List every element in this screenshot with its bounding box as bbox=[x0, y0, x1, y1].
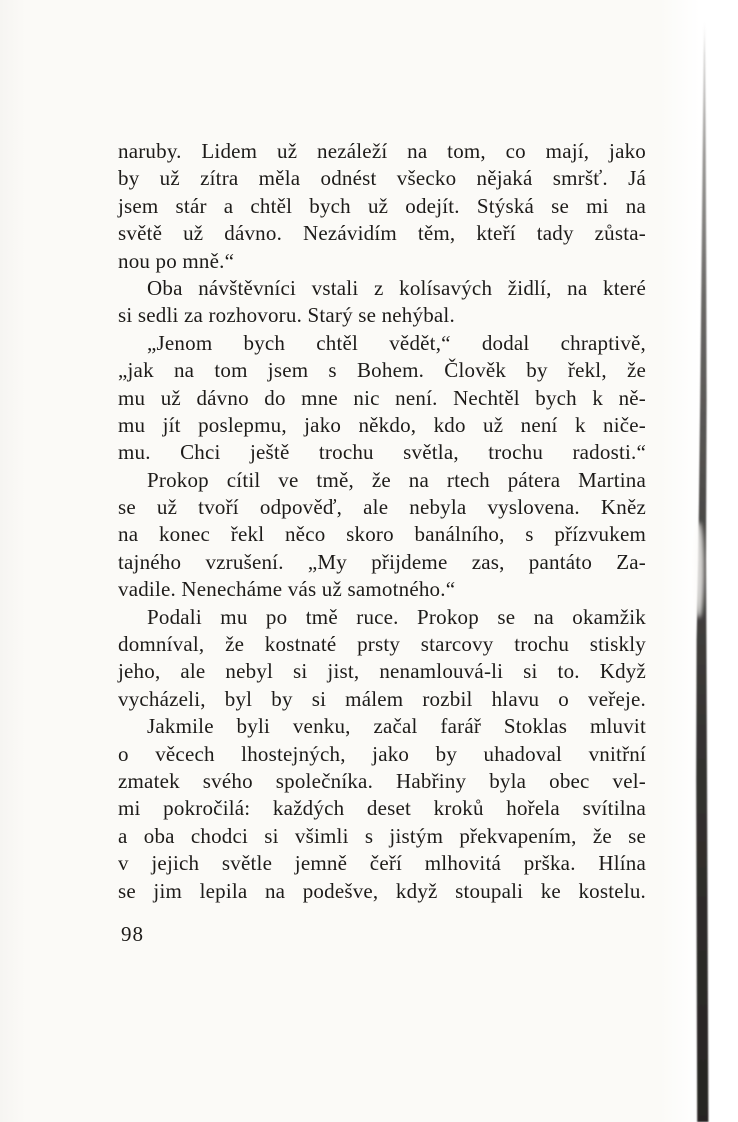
text-line: vadile. Nenecháme vás už samotného.“ bbox=[118, 577, 456, 602]
text-line: „Jenom bych chtěl vědět,“ dodal chraptivě, bbox=[147, 330, 646, 355]
text-line: vycházeli, byl by si málem rozbil hlavu o veřeje. bbox=[118, 686, 646, 711]
text-line: mu. Chci ještě trochu světla, trochu radosti.“ bbox=[118, 440, 646, 465]
text-line: nou po mně.“ bbox=[118, 248, 235, 273]
text-line: zmatek svého společníka. Habřiny byla obec vel- bbox=[118, 768, 646, 793]
text-line: jsem stár a chtěl bych už odejít. Stýská se mi na bbox=[118, 193, 646, 218]
text-line: Podali mu po tmě ruce. Prokop se na okamžik bbox=[147, 604, 646, 629]
text-line: a oba chodci si všimli s jistým překvapením, že se bbox=[118, 823, 646, 848]
text-line: v jejich světle jemně čeří mlhovitá prška. Hlína bbox=[118, 851, 646, 876]
text-line: „jak na tom jsem s Bohem. Člověk by řekl, že bbox=[118, 358, 646, 383]
text-line: Oba návštěvníci vstali z kolísavých židlí, na které bbox=[147, 275, 646, 300]
text-line: mu už dávno do mne nic není. Nechtěl bych k ně- bbox=[118, 385, 646, 410]
text-line: tajného vzrušení. „My přijdeme zas, pantáto Za- bbox=[118, 549, 646, 574]
text-line: se jim lepila na podešve, když stoupali ke kostelu. bbox=[118, 878, 646, 903]
text-line: mu jít poslepmu, jako někdo, kdo už není k niče- bbox=[118, 412, 646, 437]
text-line: se už tvoří odpověď, ale nebyla vyslovena. Kněz bbox=[118, 495, 646, 520]
text-line: Jakmile byli venku, začal farář Stoklas mluvit bbox=[147, 714, 646, 739]
page-number: 98 bbox=[121, 922, 144, 946]
text-line: mi pokročilá: každých deset kroků hořela svítilna bbox=[118, 796, 646, 821]
text-line: si sedli za rozhovoru. Starý se nehýbal. bbox=[118, 303, 455, 328]
text-block bbox=[118, 138, 646, 905]
text-line: naruby. Lidem už nezáleží na tom, co mají, jako bbox=[118, 139, 646, 163]
page-edge-shadow-icon bbox=[688, 0, 738, 1122]
text-line: světě už dávno. Nezávidím těm, kteří tady zůsta- bbox=[118, 221, 646, 246]
text-line: o věcech lhostejných, jako by uhadoval vnitřní bbox=[118, 741, 646, 766]
text-line: jeho, ale nebyl si jist, nenamlouvá-li si to. Když bbox=[118, 659, 646, 684]
text-line: by už zítra měla odnést všecko nějaká smršť. Já bbox=[118, 166, 646, 191]
text-line: na konec řekl něco skoro banálního, s přízvukem bbox=[118, 522, 646, 547]
text-line: Prokop cítil ve tmě, že na rtech pátera Martina bbox=[147, 467, 646, 492]
text-line: domníval, že kostnaté prsty starcovy trochu stiskly bbox=[118, 632, 646, 657]
